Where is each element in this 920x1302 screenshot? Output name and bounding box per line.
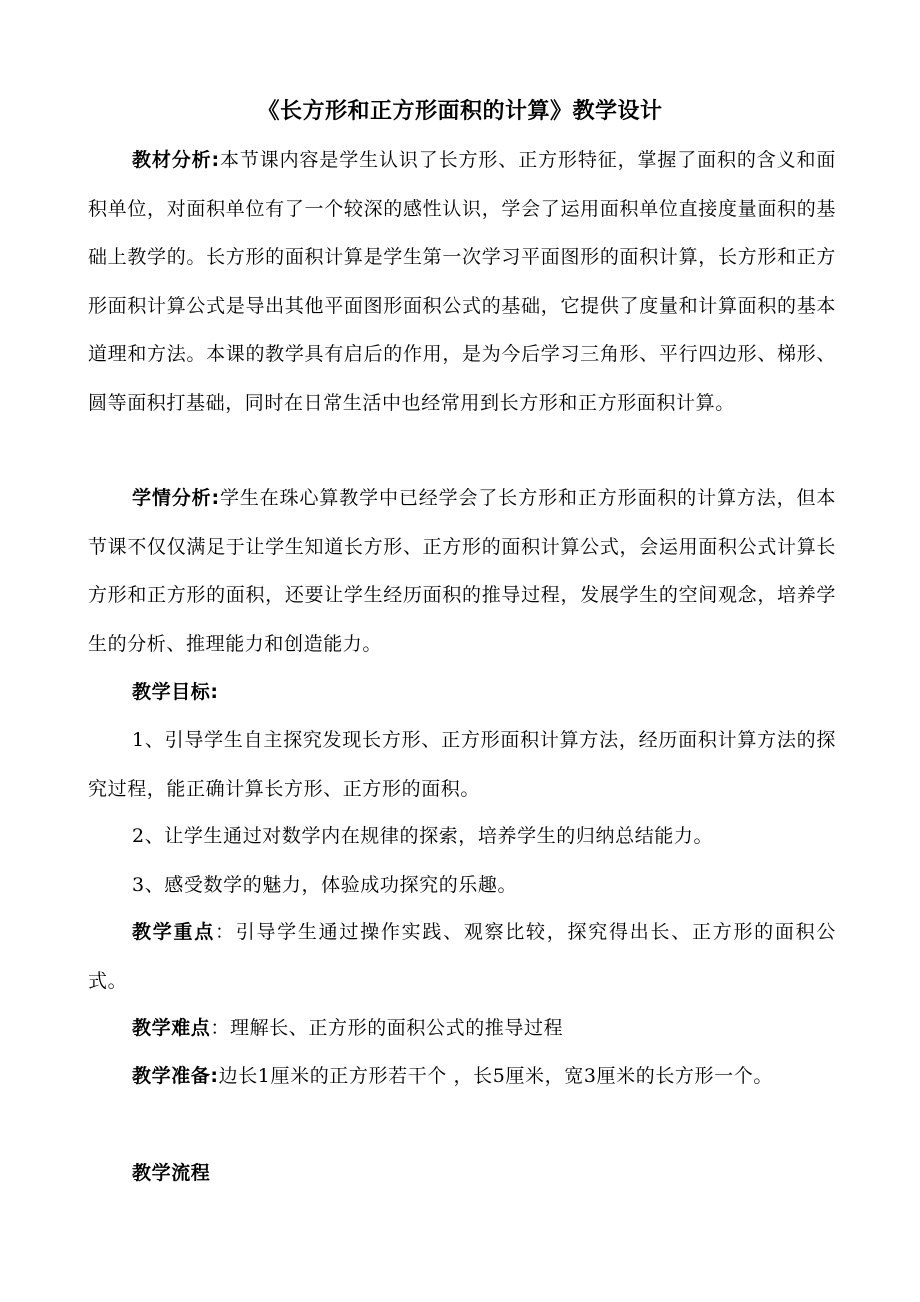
textbook-analysis-label: 教材分析: xyxy=(132,149,220,171)
teaching-flow-label: 教学流程 xyxy=(132,1162,211,1184)
difficulty-label: 教学难点 xyxy=(132,1017,211,1039)
learner-analysis-text: 学生在珠心算教学中已经学会了长方形和正方形面积的计算方法，但本节课不仅仅满足于让学生知道长方形、正方形的面积计算公式，会运用面积公式计算长方形和正方形的面积，还要让学生经历面积的推导过程，发展学生的空间观念，培养学生的分析、推理能力和创造能力。 xyxy=(88,487,836,655)
learner-analysis-paragraph xyxy=(88,474,836,668)
teaching-goals-label: 教学目标: xyxy=(132,681,219,703)
preparation-paragraph xyxy=(88,1052,836,1101)
key-points-paragraph xyxy=(88,908,836,1005)
teaching-goal-item: 2、让学生通过对数学内在规律的探索，培养学生的归纳总结能力。 xyxy=(132,825,714,847)
preparation-label: 教学准备: xyxy=(132,1065,219,1087)
key-points-text: ：引导学生通过操作实践、观察比较，探究得出长、正方形的面积公式。 xyxy=(88,921,836,992)
document-title: 《长方形和正方形面积的计算》教学设计 xyxy=(257,99,663,124)
difficulty-text: ：理解长、正方形的面积公式的推导过程 xyxy=(210,1017,564,1039)
textbook-analysis-text: 本节课内容是学生认识了长方形、正方形特征，掌握了面积的含义和面积单位，对面积单位有了一个较深的感性认识，学会了运用面积单位直接度量面积的基础上教学的。长方形的面积计算是学生第一次学习平面图形的面积计算，长方形和正方形面积计算公式是导出其他平面图形面积公式的基础，它提供了度量和计算面积的基本道理和方法。本课的教学具有启后的作用，是为今后学习三角形、平行四边形、梯形、圆等面积打基础，同时在日常生活中也经常用到长方形和正方形面积计算。 xyxy=(88,149,836,414)
preparation-text: 边长1厘米的正方形若干个 ，长5厘米，宽3厘米的长方形一个。 xyxy=(218,1065,773,1087)
difficulty-paragraph xyxy=(88,1004,836,1053)
teaching-flow-heading xyxy=(88,1149,836,1198)
teaching-goals-heading xyxy=(88,668,836,717)
learner-analysis-label: 学情分析: xyxy=(132,487,220,509)
textbook-analysis-paragraph xyxy=(88,136,836,427)
teaching-goal-item: 3、感受数学的魅力，体验成功探究的乐趣。 xyxy=(132,874,518,896)
key-points-label: 教学重点 xyxy=(132,921,215,943)
teaching-goal-item: 1、引导学生自主探究发现长方形、正方形面积计算方法，经历面积计算方法的探究过程，能正确计算长方形、正方形的面积。 xyxy=(88,729,836,800)
